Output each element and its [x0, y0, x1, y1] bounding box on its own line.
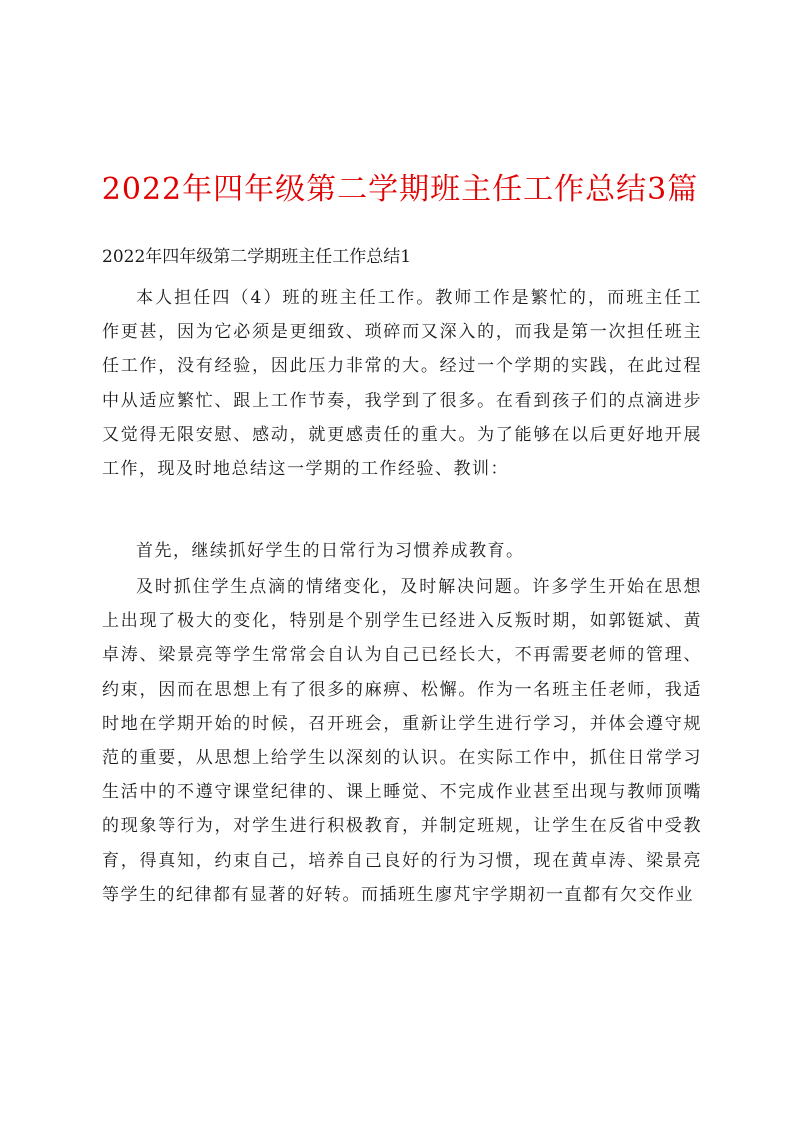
paragraph-intro: 本人担任四（4）班的班主任工作。教师工作是繁忙的，而班主任工作更甚，因为它必须是更细致、琐碎而又深入的，而我是第一次担任班主任工作，没有经验，因此压力非常的大。经过一个学期的实践，在此过程中从适应繁忙、跟上工作节奏，我学到了很多。在看到孩子们的点滴进步又觉得无限安慰、感动，就更感责任的重大。为了能够在以后更好地开展工作，现及时地总结这一学期的工作经验、教训：	[102, 288, 702, 480]
paragraph-emotion-changes: 及时抓住学生点滴的情绪变化，及时解决问题。许多学生开始在思想上出现了极大的变化，特别是个别学生已经进入反叛时期，如郭铤斌、黄卓涛、梁景亮等学生常常会自认为自己已经长大，不再需要老师的管理、约束，因而在思想上有了很多的麻痹、松懈。作为一名班主任老师，我适时地在学期开始的时候，召开班会，重新让学生进行学习，并体会遵守规范的重要，从思想上给学生以深刻的认识。在实际工作中，抓住日常学习生活中的不遵守课堂纪律的、课上睡觉、不完成作业甚至出现与教师顶嘴的现象等行为，对学生进行积极教育，并制定班规，让学生在反省中受教育，得真知，约束自己，培养自己良好的行为习惯，现在黄卓涛、梁景亮等学生的纪律都有显著的好转。而插班生廖芃宇学期初一直都有欠交作业	[102, 577, 702, 905]
paragraph-first-point: 首先，继续抓好学生的日常行为习惯养成教育。	[136, 541, 525, 561]
section-heading: 2022年四年级第二学期班主任工作总结1	[102, 247, 412, 267]
document-title: 2022年四年级第二学期班主任工作总结3篇	[101, 172, 699, 207]
